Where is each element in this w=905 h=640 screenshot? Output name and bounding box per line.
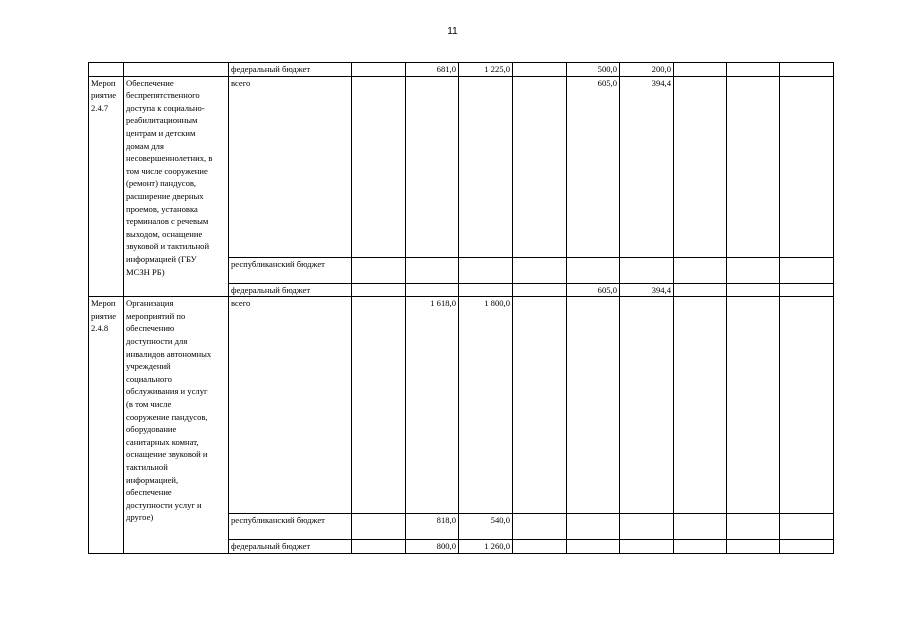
value-cell: [513, 514, 567, 540]
value-cell: [780, 297, 834, 514]
value-cell: [352, 63, 406, 77]
value-cell: [780, 514, 834, 540]
value-cell: [567, 540, 620, 554]
value-cell: [620, 540, 674, 554]
value-cell: [513, 297, 567, 514]
value-cell: 1 225,0: [459, 63, 513, 77]
value-cell: 500,0: [567, 63, 620, 77]
table-row: [89, 63, 834, 77]
value-cell: [727, 76, 780, 257]
source-label: федеральный бюджет: [229, 63, 352, 77]
value-cell: [620, 257, 674, 283]
value-cell: [352, 514, 406, 540]
value-cell: [674, 540, 727, 554]
value-cell: [780, 283, 834, 297]
budget-table: [88, 62, 834, 554]
page-number: 11: [447, 26, 458, 37]
measure-code: Мероп риятие 2.4.8: [89, 297, 124, 554]
value-cell: 1 618,0: [406, 297, 459, 514]
value-cell: 1 800,0: [459, 297, 513, 514]
value-cell: [674, 514, 727, 540]
value-cell: 540,0: [459, 514, 513, 540]
value-cell: [352, 257, 406, 283]
value-cell: [459, 283, 513, 297]
value-cell: [727, 514, 780, 540]
value-cell: [513, 63, 567, 77]
source-label: всего: [229, 297, 352, 514]
value-cell: [727, 540, 780, 554]
value-cell: [567, 257, 620, 283]
code-cell: [89, 63, 124, 77]
source-label: республиканский бюджет: [229, 514, 352, 540]
value-cell: [727, 257, 780, 283]
value-cell: [513, 257, 567, 283]
value-cell: [780, 63, 834, 77]
value-cell: 1 260,0: [459, 540, 513, 554]
value-cell: [459, 76, 513, 257]
value-cell: [780, 76, 834, 257]
value-cell: 800,0: [406, 540, 459, 554]
value-cell: 605,0: [567, 76, 620, 257]
table-row: [89, 76, 834, 257]
value-cell: [620, 297, 674, 514]
value-cell: [352, 283, 406, 297]
value-cell: [674, 63, 727, 77]
source-label: федеральный бюджет: [229, 540, 352, 554]
value-cell: [513, 540, 567, 554]
value-cell: [459, 257, 513, 283]
value-cell: [406, 257, 459, 283]
value-cell: [674, 76, 727, 257]
table-row: [89, 297, 834, 514]
value-cell: [674, 283, 727, 297]
source-label: республиканский бюджет: [229, 257, 352, 283]
value-cell: 605,0: [567, 283, 620, 297]
value-cell: [406, 283, 459, 297]
value-cell: [780, 540, 834, 554]
value-cell: [780, 257, 834, 283]
measure-code: Мероп риятие 2.4.7: [89, 76, 124, 297]
description-cell: [124, 63, 229, 77]
value-cell: [513, 283, 567, 297]
value-cell: [567, 514, 620, 540]
value-cell: [727, 283, 780, 297]
value-cell: 394,4: [620, 76, 674, 257]
value-cell: 681,0: [406, 63, 459, 77]
value-cell: [727, 297, 780, 514]
value-cell: 200,0: [620, 63, 674, 77]
source-label: всего: [229, 76, 352, 257]
value-cell: 818,0: [406, 514, 459, 540]
measure-description: Организация мероприятий по обеспечению доступности для инвалидов автономных учреждений социального обслуживания и услуг (в том числе сооружение пандусов, оборудование санитарных комнат, оснащение звуковой и тактильной информацией, обеспечение доступности услуг и другое): [124, 297, 229, 554]
value-cell: [727, 63, 780, 77]
value-cell: [352, 540, 406, 554]
value-cell: [620, 514, 674, 540]
source-label: федеральный бюджет: [229, 283, 352, 297]
value-cell: [406, 76, 459, 257]
value-cell: [674, 297, 727, 514]
value-cell: [352, 76, 406, 257]
value-cell: 394,4: [620, 283, 674, 297]
value-cell: [674, 257, 727, 283]
value-cell: [352, 297, 406, 514]
value-cell: [513, 76, 567, 257]
measure-description: Обеспечение беспрепятственного доступа к социально- реабилитационным центрам и детским домам для несовершеннолетних, в том числе сооружение (ремонт) пандусов, расширение дверных проемов, установка терминалов с речевым выходом, оснащение звуковой и тактильной информацией (ГБУ МСЗН РБ): [124, 76, 229, 297]
value-cell: [567, 297, 620, 514]
